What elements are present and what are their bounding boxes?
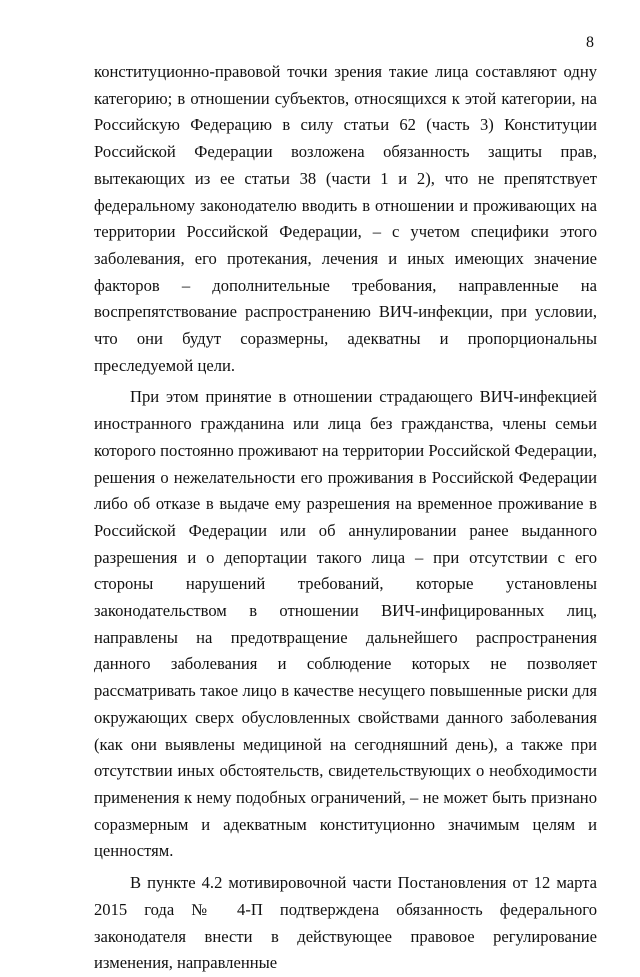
document-body	[94, 59, 597, 977]
paragraph-continuation: конституционно-правовой точки зрения такие лица составляют одну категорию; в отношении субъектов, относящихся к этой категории, на Российскую Федерацию в силу статьи 62 (часть 3) Конституции Российской Федерации возложена обязанность защиты прав, вытекающих из ее статьи 38 (части 1 и 2), что не препятствует федеральному законодателю вводить в отношении и проживающих на территории Российской Федерации, – с учетом специфики этого заболевания, его протекания, лечения и иных имеющих значение факторов – дополнительные требования, направленные на воспрепятствование распространению ВИЧ-инфекции, при условии, что они будут соразмерны, адекватны и пропорциональны преследуемой цели.	[94, 62, 597, 375]
paragraph-resolution-4-p: В пункте 4.2 мотивировочной части Постановления от 12 марта 2015 года № 4-П подтверждена обязанность федерального законодателя внести в действующее правовое регулирование изменения, направленные	[94, 873, 597, 973]
page-number: 8	[586, 34, 594, 51]
paragraph-hiv-foreigner-decisions: При этом принятие в отношении страдающего ВИЧ-инфекцией иностранного гражданина или лица без гражданства, члены семьи которого постоянно проживают на территории Российской Федерации, решения о нежелательности его проживания в Российской Федерации либо об отказе в выдаче ему разрешения на временное проживание в Российской Федерации или об аннулировании ранее выданного разрешения и о депортации такого лица – при отсутствии с его стороны нарушений требований, которые установлены законодательством в отношении ВИЧ-инфицированных лиц, направлены на предотвращение дальнейшего распространения данного заболевания и соблюдение которых не позволяет рассматривать такое лицо в качестве несущего повышенные риски для окружающих сверх обусловленных свойствами данного заболевания (как они выявлены медициной на сегодняшний день), а также при отсутствии иных обстоятельств, свидетельствующих о необходимости применения к нему подобных ограничений, – не может быть признано соразмерным и адекватным конституционно значимым целям и ценностям.	[94, 387, 597, 861]
